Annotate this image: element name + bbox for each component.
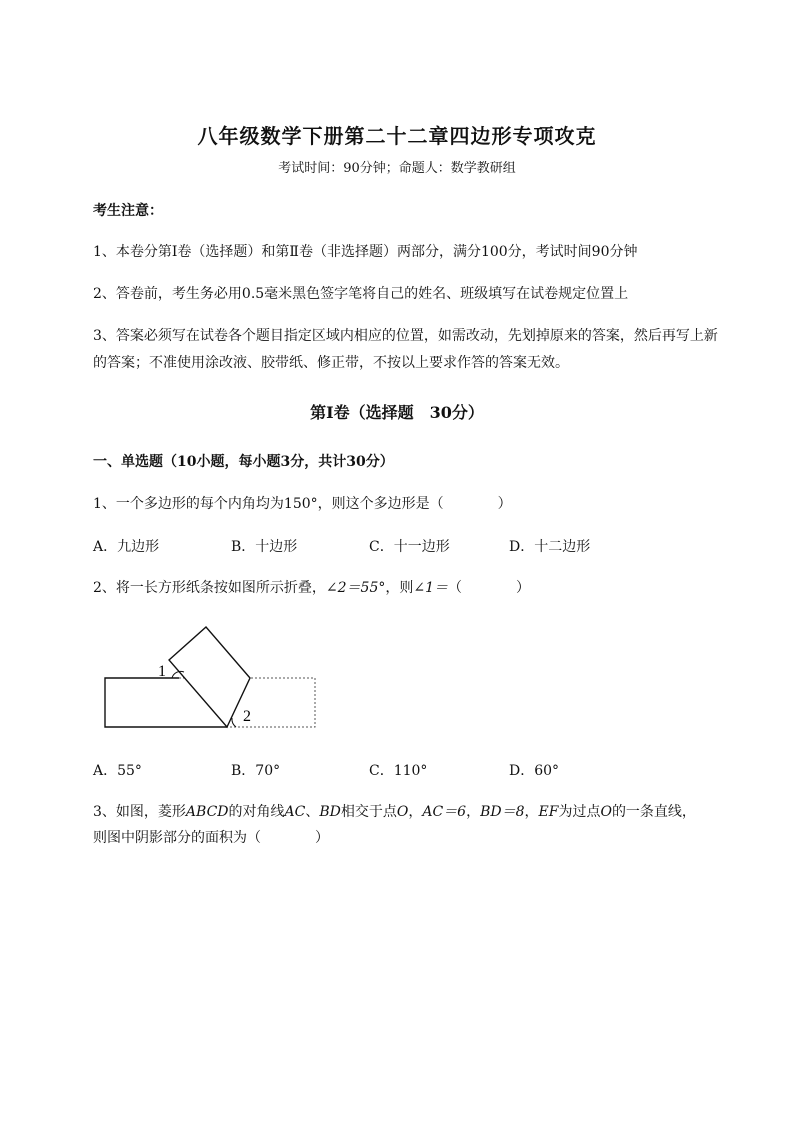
q3-rhombus-name: ABCD: [185, 804, 229, 820]
question-2-option-b: B．70°: [231, 763, 281, 779]
notice-item-1: 1、本卷分第I卷（选择题）和第Ⅱ卷（非选择题）两部分，满分100分，考试时间90分钟: [93, 244, 638, 260]
angle-2-label: 2: [243, 708, 251, 725]
question-2: [93, 577, 530, 597]
q3-text: ，: [408, 804, 423, 820]
question-3-close: ）: [315, 830, 329, 846]
question-2-stem-b: ，则: [385, 580, 414, 596]
notice-item-3-line-2: 的答案；不准使用涂改液、胶带纸、修正带，不按以上要求作答的答案无效。: [93, 355, 569, 371]
question-2-option-d: D．60°: [509, 763, 560, 779]
angle-2-arc: [232, 718, 236, 727]
q3-bd-value: BD＝8: [480, 804, 525, 820]
question-1-option-a: A．九边形: [93, 539, 160, 555]
question-3-line-2: [93, 827, 329, 847]
question-1: [93, 493, 512, 513]
question-3-line-1: [93, 801, 696, 821]
q3-text: 的一条直线，: [611, 804, 696, 820]
section-heading: 一、单选题（10小题，每小题3分，共计30分）: [93, 454, 394, 470]
question-2-option-c: C．110°: [369, 763, 428, 779]
q3-point-o: O: [396, 804, 409, 820]
folded-flap: [169, 627, 250, 727]
q3-text: 、: [305, 804, 320, 820]
angle-2-expression: ∠2＝55°: [325, 580, 386, 596]
question-2-close: ）: [516, 580, 530, 596]
question-1-close: ）: [497, 496, 512, 512]
q3-ac-value: AC＝6: [422, 804, 467, 820]
angle-1-label: 1: [158, 663, 166, 680]
angle-1-expression: ∠1＝: [413, 580, 448, 596]
q3-text: 的对角线: [228, 804, 285, 820]
question-1-stem: 1、一个多边形的每个内角均为150°，则这个多边形是（: [93, 496, 444, 512]
notice-heading: 考生注意：: [93, 203, 163, 219]
q3-text: 3、如图，菱形: [93, 804, 186, 820]
question-3-stem: 则图中阴影部分的面积为（: [93, 830, 261, 846]
notice-item-2: 2、答卷前，考生务必用0.5毫米黑色签字笔将自己的姓名、班级填写在试卷规定位置上: [93, 286, 629, 302]
question-2-option-a: A．55°: [93, 763, 142, 779]
q3-text: ，: [524, 804, 539, 820]
question-1-option-c: C．十一边形: [369, 539, 450, 555]
folded-strip-figure: [100, 620, 325, 735]
q3-text: ，: [466, 804, 481, 820]
q3-diagonal-ac: AC: [284, 804, 306, 820]
exam-info: 考试时间：90分钟；命题人：数学教研组: [278, 161, 516, 176]
q3-text: 相交于点: [340, 804, 397, 820]
q3-text: 为过点: [558, 804, 601, 820]
q3-diagonal-bd: BD: [319, 804, 341, 820]
question-2-stem-c: （: [448, 580, 462, 596]
notice-item-3-line-1: 3、答案必须写在试卷各个题目指定区域内相应的位置，如需改动，先划掉原来的答案，然后再写上新: [93, 328, 718, 344]
question-1-option-b: B．十边形: [231, 539, 298, 555]
question-2-stem-a: 2、将一长方形纸条按如图所示折叠，: [93, 580, 326, 596]
part-title: 第I卷（选择题 30分）: [310, 403, 484, 422]
page-title: 八年级数学下册第二十二章四边形专项攻克: [197, 124, 597, 148]
q3-point-o: O: [600, 804, 612, 820]
q3-line-ef: EF: [538, 804, 559, 820]
question-1-option-d: D．十二边形: [509, 539, 591, 555]
